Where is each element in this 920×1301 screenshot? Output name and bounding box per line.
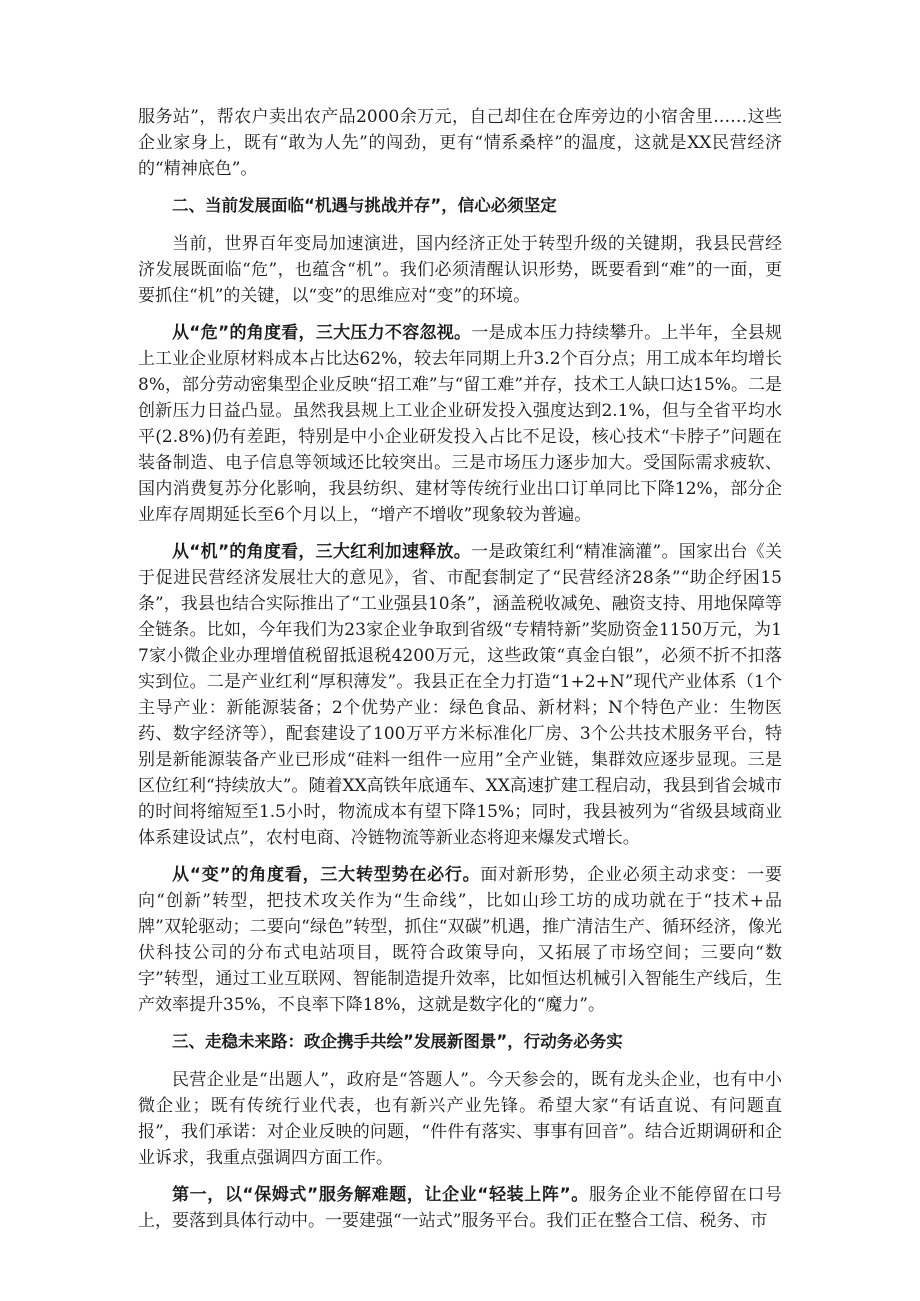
- paragraph-transformation-body: 面对新形势，企业必须主动求变：一要向“创新”转型，把技术攻关作为“生命线”，比如山珍工坊的成功就在于“技术+品牌”双轮驱动；二要向“绿色”转型，抓住“双碳”机遇，推广清洁生产、循环经济，像光伏科技公司的分布式电站项目，既符合政策导向，又拓展了市场空间；三要向“数字”转型，通过工业互联网、智能制造提升效率，比如恒达机械引入智能生产线后，生产效率提升35%，不良率下降18%，这就是数字化的“魔力”。: [138, 865, 782, 1015]
- section-heading-3: 三、走稳未来路：政企携手共绘”发展新图景”，行动务必务实: [172, 1032, 623, 1051]
- paragraph-transformation: [138, 862, 782, 1018]
- paragraph-risks-lead: 从“危”的角度看，三大压力不容忽视。: [172, 323, 472, 343]
- section-heading-2: 二、当前发展面临“机遇与挑战并存”，信心必须坚定: [172, 196, 557, 215]
- paragraph-opportunities: [138, 539, 782, 851]
- paragraph-opportunities-lead: 从“机”的角度看，三大红利加速释放。: [172, 542, 471, 562]
- paragraph-first-task-lead: 第一，以“保姆式”服务解难题，让企业“轻装上阵”。: [172, 1185, 589, 1205]
- paragraph-situation: 当前，世界百年变局加速演进，国内经济正处于转型升级的关键期，我县民营经济发展既面临“危”，也蕴含“机”。我们必须清醒认识形势，既要看到“难”的一面，更要抓住“机”的关键，以“变”的思维应对“变”的环境。: [138, 234, 782, 306]
- paragraph-transformation-lead: 从“变”的角度看，三大转型势在必行。: [172, 865, 481, 885]
- paragraph-risks: [138, 320, 782, 528]
- paragraph-intro-continuation: 服务站”，帮农户卖出农产品2000余万元，自己却住在仓库旁边的小宿舍里……这些企业家身上，既有“敢为人先”的闯劲，更有“情系桑梓”的温度，这就是XX民营经济的“精神底色”。: [138, 107, 782, 179]
- paragraph-risks-body: 一是成本压力持续攀升。上半年，全县规上工业企业原材料成本占比达62%，较去年同期上升3.2个百分点；用工成本年均增长8%，部分劳动密集型企业反映“招工难”与“留工难”并存，技术工人缺口达15%。二是创新压力日益凸显。虽然我县规上工业企业研发投入强度达到2.1%，但与全省平均水平(2.8%)仍有差距，特别是中小企业研发投入占比不足设，核心技术“卡脖子”问题在装备制造、电子信息等领域还比较突出。三是市场压力逐步加大。受国际需求疲软、国内消费复苏分化影响，我县纺织、建材等传统行业出口订单同比下降12%，部分企业库存周期延长至6个月以上，“增产不增收”现象较为普遍。: [138, 323, 782, 525]
- paragraph-commitment: 民营企业是“出题人”，政府是“答题人”。今天参会的，既有龙头企业，也有中小微企业；既有传统行业代表，也有新兴产业先锋。希望大家“有话直说、有问题直报”，我们承诺：对企业反映的问题，“件件有落实、事事有回音”。结合近期调研和企业诉求，我重点强调四方面工作。: [138, 1070, 782, 1168]
- paragraph-first-task-body: 服务企业不能停留在口号上，要落到具体行动中。一要建强“一站式”服务平台。我们正在整合工信、税务、市: [138, 1185, 782, 1231]
- paragraph-opportunities-body: 一是政策红利“精准滴灌”。国家出台《关于促进民营经济发展壮大的意见》，省、市配套制定了“民营经济28条”“助企纾困15条”，我县也结合实际推出了“工业强县10条”，涵盖税收减免、融资支持、用地保障等全链条。比如，今年我们为23家企业争取到省级“专精特新”奖励资金1150万元，为17家小微企业办理增值税留抵退税4200万元，这些政策“真金白银”，必须不折不扣落实到位。二是产业红利“厚积薄发”。我县正在全力打造“1+2+N”现代产业体系（1个主导产业：新能源装备；2个优势产业：绿色食品、新材料；N个特色产业：生物医药、数字经济等），配套建设了100万平方米标准化厂房、3个公共技术服务平台，特别是新能源装备产业已形成“硅料一组件一应用”全产业链，集群效应逐步显现。三是区位红利“持续放大”。随着XX高铁年底通车、XX高速扩建工程启动，我县到省会城市的时间将缩短至1.5小时，物流成本有望下降15%；同时，我县被列为“省级县域商业体系建设试点”，农村电商、冷链物流等新业态将迎来爆发式增长。: [138, 542, 782, 848]
- paragraph-first-task: [138, 1182, 782, 1234]
